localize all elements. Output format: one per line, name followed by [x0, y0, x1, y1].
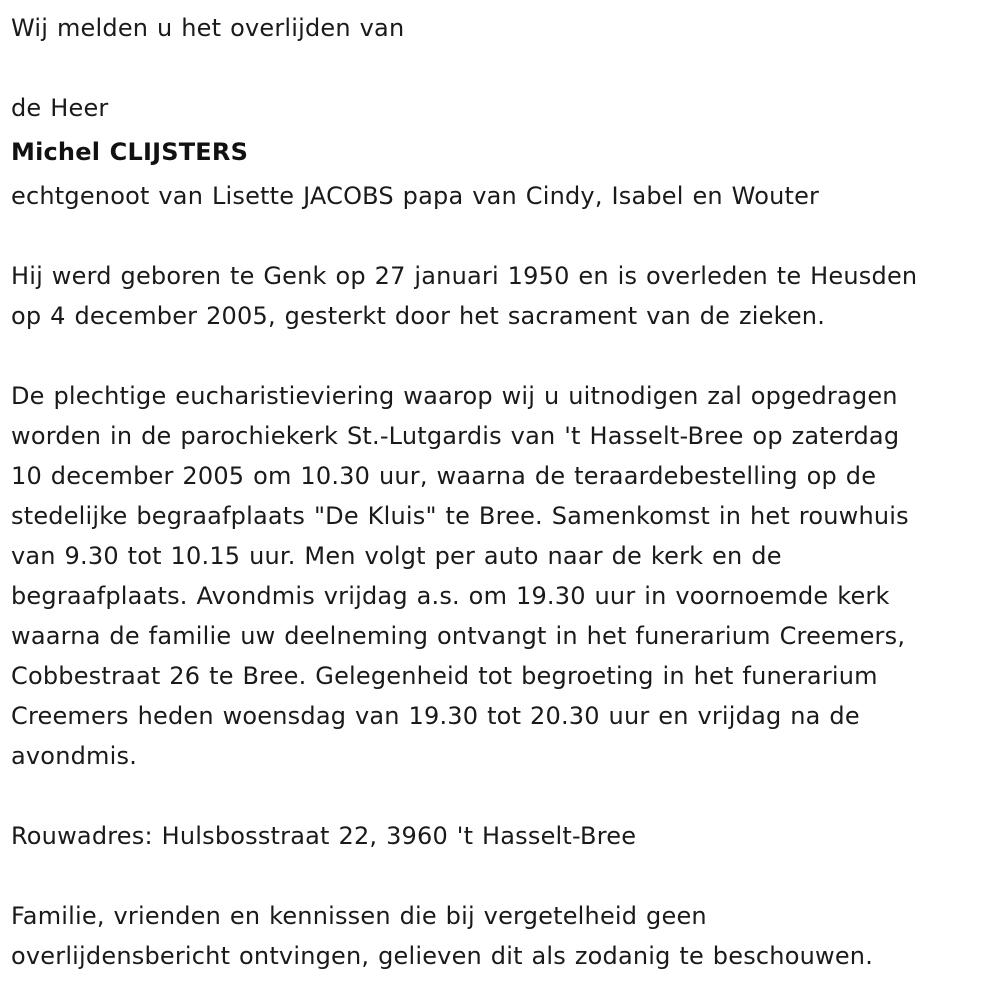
- paragraph-line: worden in de parochiekerk St.-Lutgardis van 't Hasselt-Bree op zaterdag: [11, 422, 900, 450]
- paragraph-line: stedelijke begraafplaats "De Kluis" te Bree. Samenkomst in het rouwhuis: [11, 502, 909, 530]
- honorific: de Heer: [11, 94, 109, 122]
- spacer: [11, 336, 986, 376]
- paragraph-line: De plechtige eucharistieviering waarop wij u uitnodigen zal opgedragen: [11, 382, 898, 410]
- paragraph-line: overlijdensbericht ontvingen, gelieven dit als zodanig te beschouwen.: [11, 942, 874, 970]
- paragraph-line: Hij werd geboren te Genk op 27 januari 1950 en is overleden te Heusden: [11, 262, 918, 290]
- paragraph-line: Familie, vrienden en kennissen die bij vergetelheid geen: [11, 902, 707, 930]
- spacer: [11, 776, 986, 816]
- paragraph-line: op 4 december 2005, gesterkt door het sacrament van de zieken.: [11, 302, 826, 330]
- closing-paragraph: [11, 896, 986, 976]
- family-relation: echtgenoot van Lisette JACOBS papa van Cindy, Isabel en Wouter: [11, 182, 820, 210]
- obituary-notice: [11, 8, 986, 976]
- paragraph-line: waarna de familie uw deelneming ontvangt in het funerarium Creemers,: [11, 622, 906, 650]
- paragraph-line: Creemers heden woensdag van 19.30 tot 20.30 uur en vrijdag na de: [11, 702, 860, 730]
- mourning-address: Rouwadres: Hulsbosstraat 22, 3960 't Hasselt-Bree: [11, 822, 637, 850]
- spacer: [11, 216, 986, 256]
- ceremony-paragraph: [11, 376, 986, 776]
- paragraph-line: van 9.30 tot 10.15 uur. Men volgt per auto naar de kerk en de: [11, 542, 782, 570]
- spacer: [11, 48, 986, 88]
- paragraph-line: avondmis.: [11, 742, 138, 770]
- deceased-name: Michel CLIJSTERS: [11, 138, 249, 166]
- birth-death-paragraph: [11, 256, 986, 336]
- paragraph-line: begraafplaats. Avondmis vrijdag a.s. om 19.30 uur in voornoemde kerk: [11, 582, 890, 610]
- paragraph-line: Cobbestraat 26 te Bree. Gelegenheid tot begroeting in het funerarium: [11, 662, 878, 690]
- spacer: [11, 856, 986, 896]
- intro-text: Wij melden u het overlijden van: [11, 14, 405, 42]
- paragraph-line: 10 december 2005 om 10.30 uur, waarna de teraardebestelling op de: [11, 462, 877, 490]
